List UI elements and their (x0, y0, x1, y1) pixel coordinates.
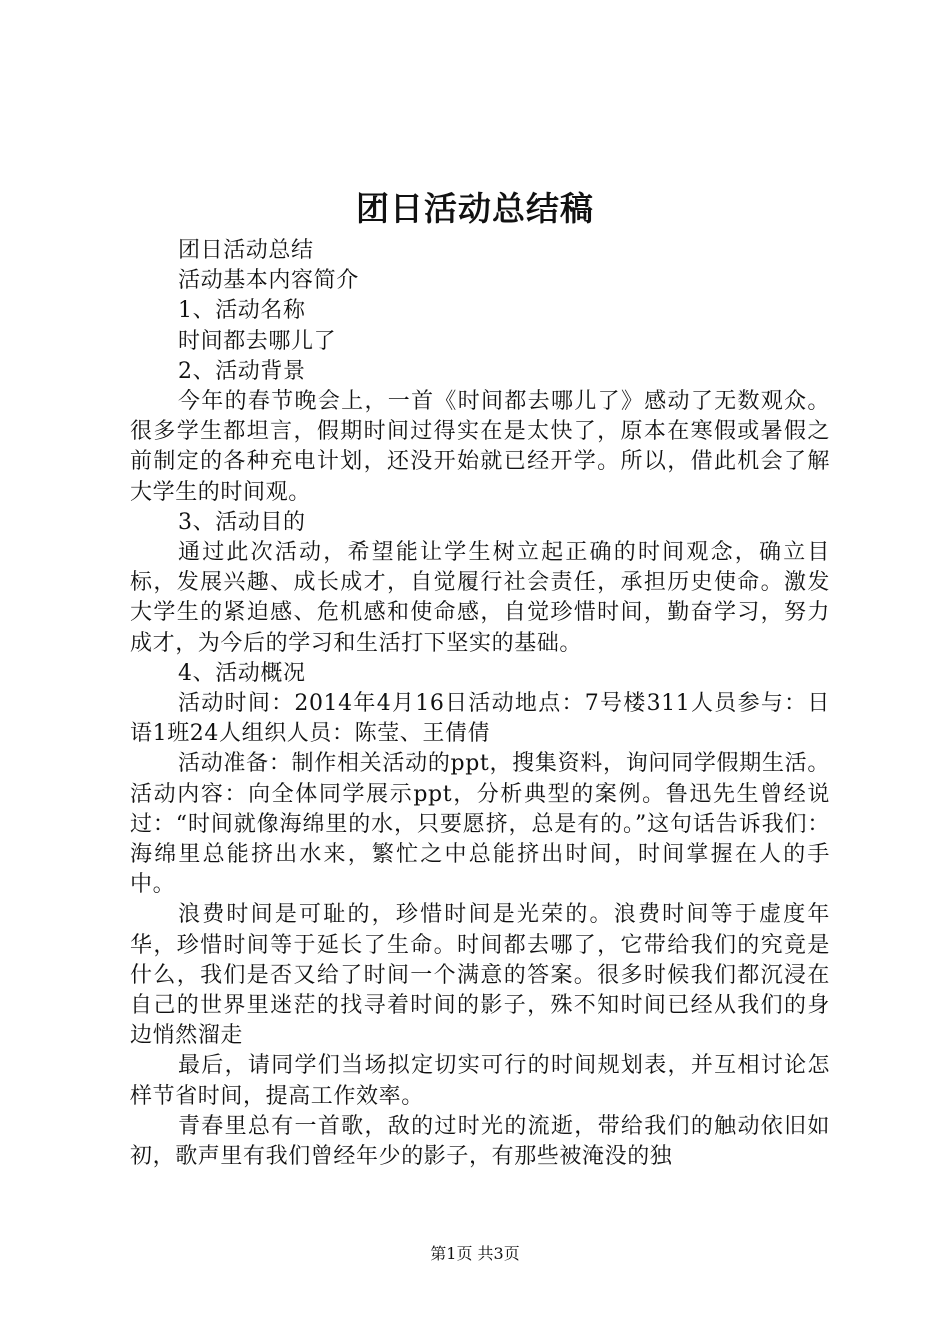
page-title: 团日活动总结稿 (356, 189, 594, 228)
paragraph: 1、活动名称 (178, 298, 306, 324)
paragraph: 团日活动总结 (178, 238, 314, 263)
paragraph: 最后，请同学们当场拟定切实可行的时间规划表，并互相讨论怎样节省时间，提高工作效率。 (130, 1053, 830, 1109)
paragraph: 2、活动背景 (178, 358, 306, 384)
paragraph: 活动基本内容简介 (178, 268, 359, 294)
paragraph: 今年的春节晚会上，一首《时间都去哪儿了》感动了无数观众。很多学生都坦言，假期时间过得实在是太快了，原本在寒假或暑假之前制定的各种充电计划，还没开始就已经开学。所以，借此机会了解大学生的时间观。 (130, 389, 830, 505)
paragraph: 活动时间：2014年4月16日活动地点：7号楼311人员参与：日语1班24人组织人员：陈莹、王倩倩 (130, 691, 830, 747)
document-body (130, 236, 830, 1172)
paragraph: 青春里总有一首歌，敌的过时光的流逝，带给我们的触动依旧如初，歌声里有我们曾经年少的影子，有那些被淹没的独 (130, 1113, 830, 1170)
page-footer: 第1页 共3页 (430, 1244, 520, 1263)
paragraph: 3、活动目的 (178, 509, 306, 535)
paragraph: 浪费时间是可耻的，珍惜时间是光荣的。浪费时间等于虚度年华，珍惜时间等于延长了生命。时间都去哪了，它带给我们的究竟是什么，我们是否又给了时间一个满意的答案。很多时候我们都沉浸在自己的世界里迷茫的找寻着时间的影子，殊不知时间已经从我们的身边悄然溜走 (130, 902, 830, 1049)
paragraph: 通过此次活动，希望能让学生树立起正确的时间观念，确立目标，发展兴趣、成长成才，自觉履行社会责任，承担历史使命。激发大学生的紧迫感、危机感和使命感，自觉珍惜时间，勤奋学习，努力成才，为今后的学习和生活打下坚实的基础。 (130, 540, 830, 656)
paragraph: 4、活动概况 (178, 660, 306, 686)
paragraph: 活动准备：制作相关活动的ppt，搜集资料，询问同学假期生活。活动内容：向全体同学展示ppt，分析典型的案例。鲁迅先生曾经说过：“时间就像海绵里的水，只要愿挤，总是有的。”这句话告诉我们：海绵里总能挤出水来，繁忙之中总能挤出时间，时间掌握在人的手中。 (130, 751, 830, 898)
paragraph: 时间都去哪儿了 (178, 328, 337, 354)
